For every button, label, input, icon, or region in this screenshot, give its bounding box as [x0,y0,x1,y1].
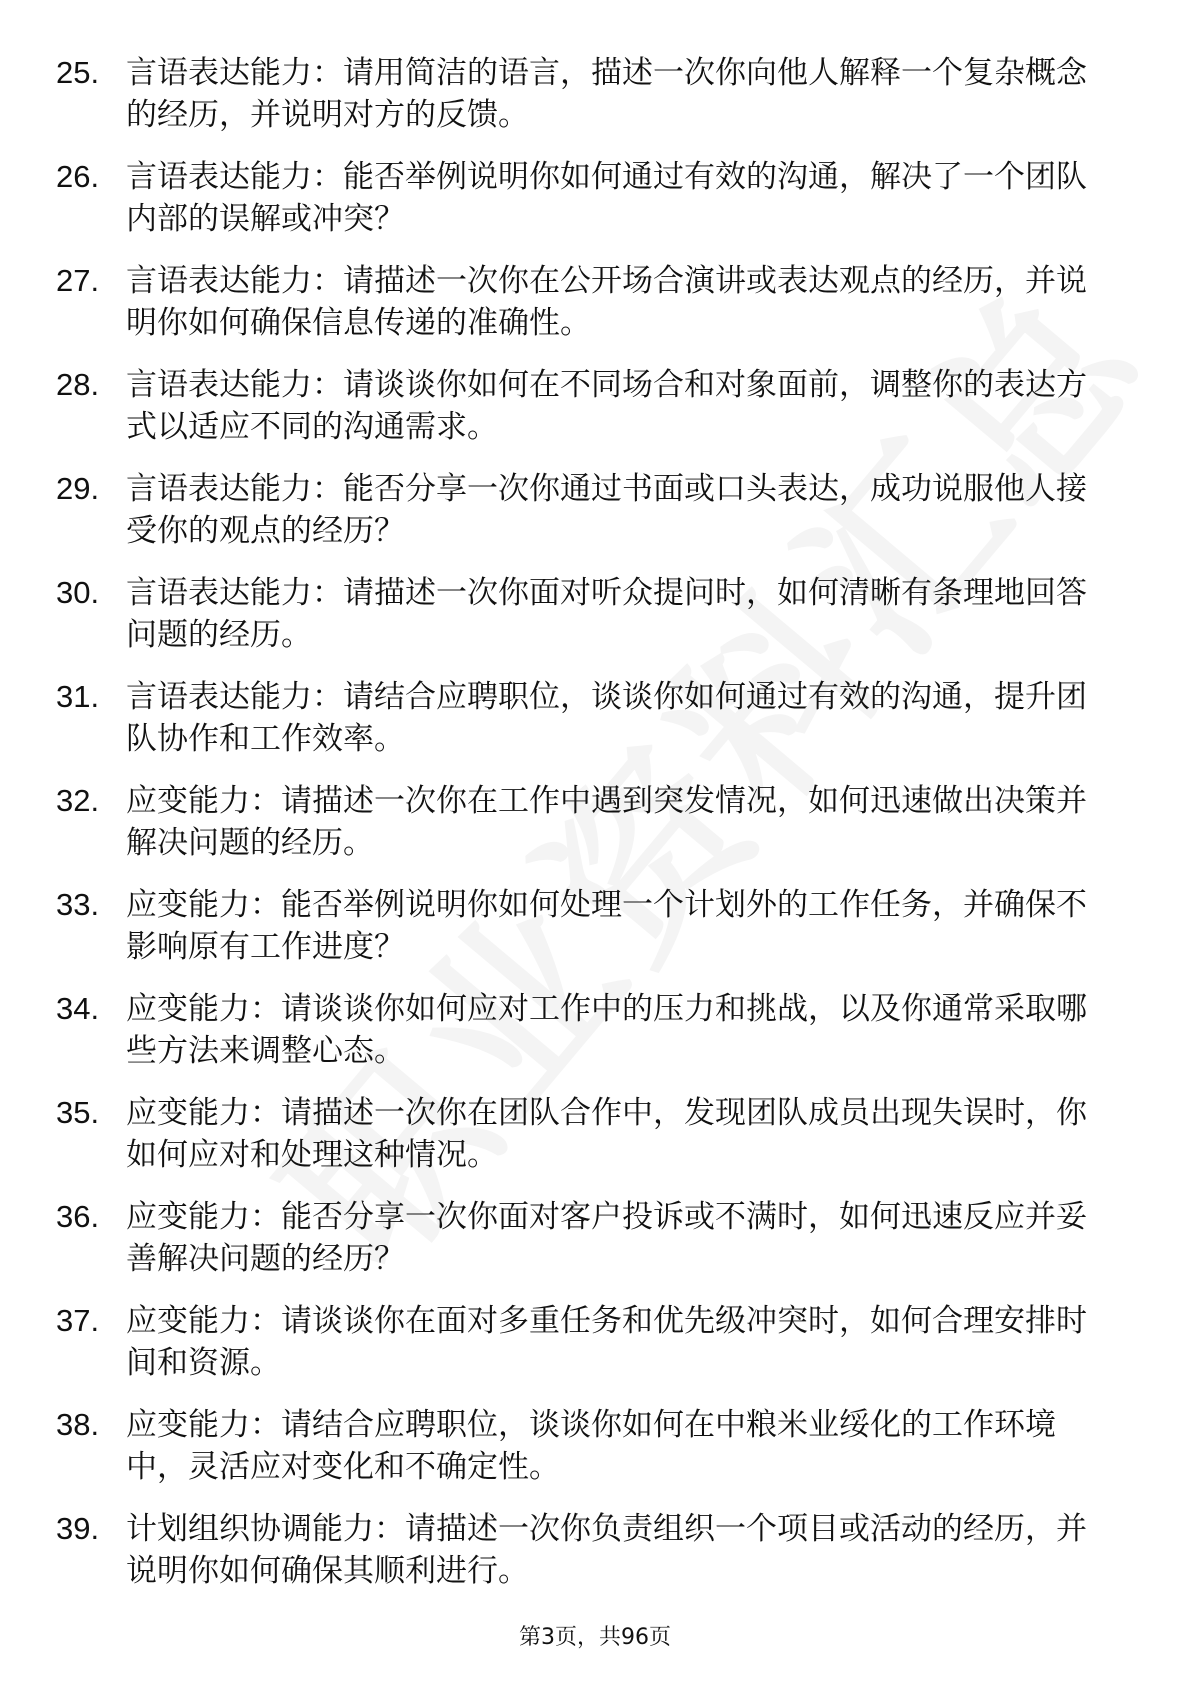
question-number: 32. [56,783,100,818]
question-text: 言语表达能力：请描述一次你面对听众提问时，如何清晰有条理地回答问题的经历。 [126,575,1087,653]
question-text: 言语表达能力：能否分享一次你通过书面或口头表达，成功说服他人接受你的观点的经历？ [126,471,1087,549]
question-item [56,1508,1116,1612]
question-number: 29. [56,471,100,506]
question-item [56,364,1116,468]
question-text: 言语表达能力：请描述一次你在公开场合演讲或表达观点的经历，并说明你如何确保信息传递的准确性。 [126,263,1087,341]
question-number: 37. [56,1303,100,1338]
question-text: 言语表达能力：能否举例说明你如何通过有效的沟通，解决了一个团队内部的误解或冲突？ [126,159,1087,237]
question-text: 应变能力：请描述一次你在团队合作中，发现团队成员出现失误时，你如何应对和处理这种情况。 [126,1095,1087,1173]
question-number: 38. [56,1407,100,1442]
question-item [56,676,1116,780]
question-text: 应变能力：能否分享一次你面对客户投诉或不满时，如何迅速反应并妥善解决问题的经历？ [126,1199,1087,1277]
question-number: 35. [56,1095,100,1130]
question-text: 计划组织协调能力：请描述一次你负责组织一个项目或活动的经历，并说明你如何确保其顺利进行。 [126,1511,1087,1589]
question-number: 26. [56,159,100,194]
page-footer [0,1620,1190,1651]
question-item [56,1300,1116,1404]
page-number-label: 第3页，共96页 [519,1625,671,1650]
question-item [56,572,1116,676]
question-item [56,468,1116,572]
question-item [56,988,1116,1092]
question-item [56,260,1116,364]
question-number: 34. [56,991,100,1026]
question-item [56,1404,1116,1508]
question-number: 36. [56,1199,100,1234]
question-text: 应变能力：请描述一次你在工作中遇到突发情况，如何迅速做出决策并解决问题的经历。 [126,783,1087,861]
question-text: 应变能力：请谈谈你如何应对工作中的压力和挑战，以及你通常采取哪些方法来调整心态。 [126,991,1087,1069]
question-item [56,156,1116,260]
question-item [56,1092,1116,1196]
question-number: 39. [56,1511,100,1546]
question-text: 言语表达能力：请谈谈你如何在不同场合和对象面前，调整你的表达方式以适应不同的沟通需求。 [126,367,1087,445]
question-text: 应变能力：请结合应聘职位，谈谈你如何在中粮米业绥化的工作环境中，灵活应对变化和不确定性。 [126,1407,1056,1485]
question-text: 应变能力：请谈谈你在面对多重任务和优先级冲突时，如何合理安排时间和资源。 [126,1303,1087,1381]
question-list [56,52,1116,1612]
question-number: 30. [56,575,100,610]
question-number: 27. [56,263,100,298]
question-item [56,52,1116,156]
question-number: 31. [56,679,100,714]
question-item [56,884,1116,988]
question-text: 言语表达能力：请结合应聘职位，谈谈你如何通过有效的沟通，提升团队协作和工作效率。 [126,679,1087,757]
question-text: 言语表达能力：请用简洁的语言，描述一次你向他人解释一个复杂概念的经历，并说明对方的反馈。 [126,55,1087,133]
question-number: 33. [56,887,100,922]
question-text: 应变能力：能否举例说明你如何处理一个计划外的工作任务，并确保不影响原有工作进度？ [126,887,1087,965]
question-item [56,780,1116,884]
question-item [56,1196,1116,1300]
question-number: 25. [56,55,100,90]
question-number: 28. [56,367,100,402]
